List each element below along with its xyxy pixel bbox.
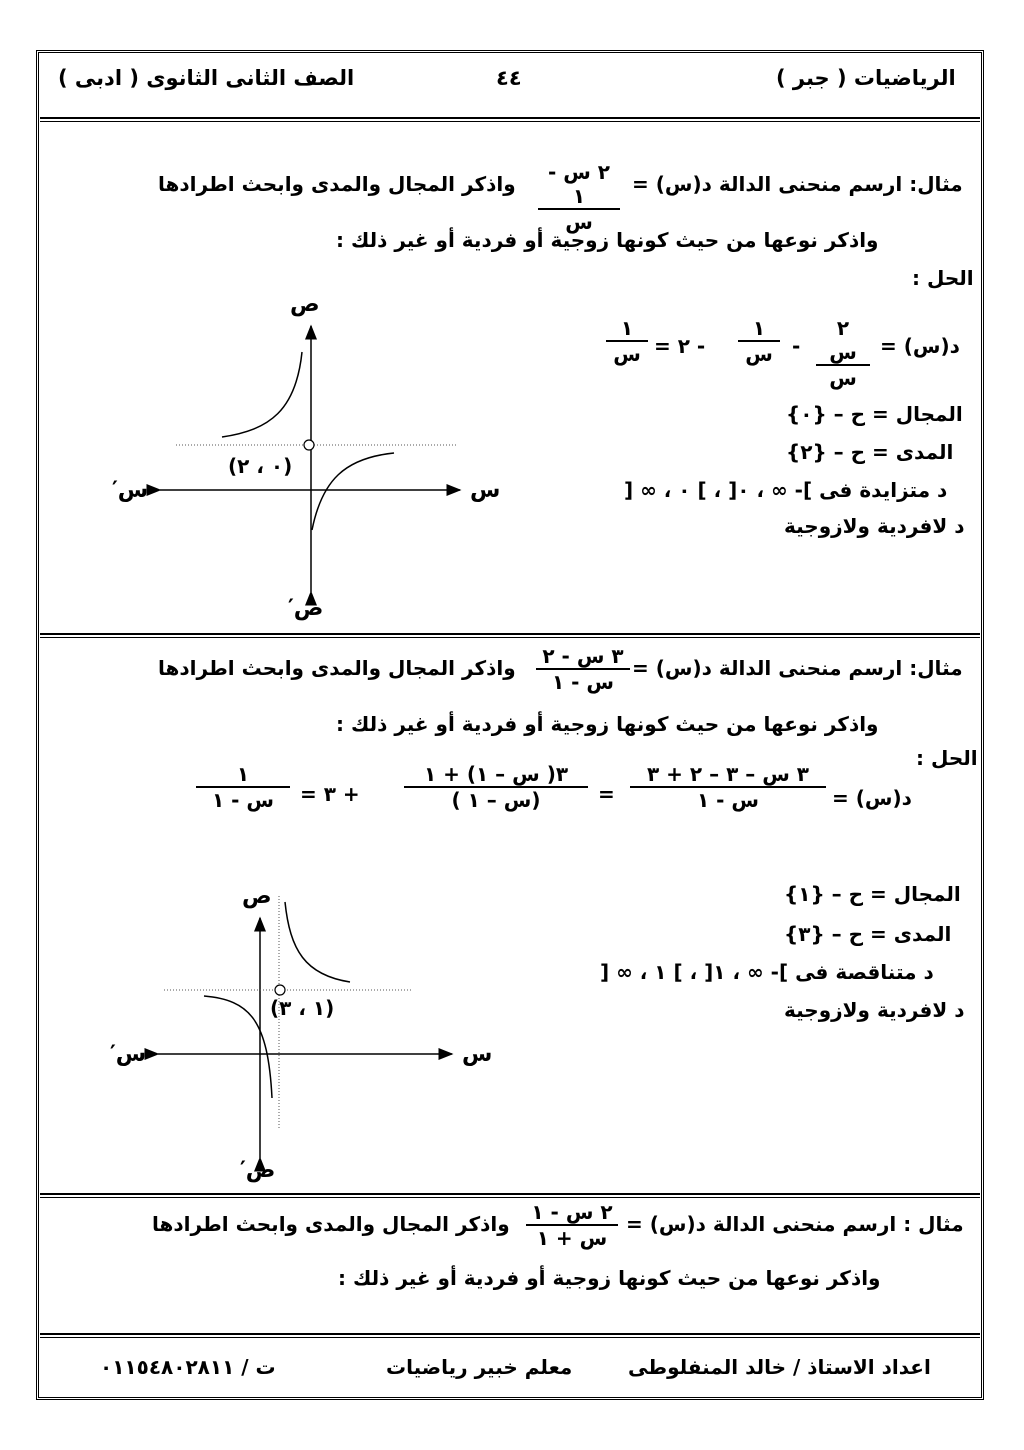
ex2-xp-label: س′ [110,1042,147,1067]
ex2-divider [40,1193,980,1195]
ex1-question-prefix: مثال: ارسم منحنى الدالة د(س) = [632,172,963,196]
ex2-yp-label: ص′ [240,1158,276,1183]
ex1-frac3: ١ س [606,316,648,366]
ex1-frac2: ١ س [738,316,780,366]
header-page-number: ٤٤ [496,66,522,90]
ex1-minus: - [792,334,801,358]
ex2-question-suffix: واذكر المجال والمدى وابحث اطرادها [158,656,516,680]
ex3-question-line2: واذكر نوعها من حيث كونها زوجية أو فردية أو غير ذلك : [338,1266,881,1290]
ex1-parity: د لافردية ولازوجية [784,514,965,538]
ex2-x-label: س [462,1042,493,1067]
ex1-eq-two: = ٢ - [654,334,706,358]
footer-author: اعداد الاستاذ / خالد المنفلوطى [628,1355,931,1379]
ex1-frac1: ٢ س س [816,316,870,390]
ex3-question-fraction: ٢ س - ١ س + ١ [526,1200,618,1250]
ex1-y-label: ص [290,292,320,317]
ex2-question-line2: واذكر نوعها من حيث كونها زوجية أو فردية أو غير ذلك : [336,712,879,736]
ex1-range: المدى = ح – {٢} [786,440,954,464]
ex1-point-label: (٠ ، ٢) [228,454,293,478]
ex2-range: المدى = ح – {٣} [784,922,952,946]
header-grade: الصف الثانى الثانوى ( ادبى ) [58,66,355,90]
ex1-solution-label: الحل : [912,266,974,290]
ex2-step3-fraction: ١ س - ١ [196,762,290,812]
ex2-question-prefix: مثال: ارسم منحنى الدالة د(س) = [632,656,963,680]
ex2-monotonic: د متناقصة فى ]- ∞ ، ١[ ، ] ١ ، ∞ [ [600,960,934,984]
ex3-question-suffix: واذكر المجال والمدى وابحث اطرادها [152,1212,510,1236]
ex1-f-lhs: د(س) = [880,334,960,358]
ex3-question-prefix: مثال : ارسم منحنى الدالة د(س) = [626,1212,964,1236]
ex2-parity: د لافردية ولازوجية [784,998,965,1022]
ex2-step1-fraction: ٣ س – ٣ – ٢ + ٣ س - ١ [630,762,826,812]
ex1-xp-label: س′ [112,478,149,503]
ex2-curve-left [204,996,272,1098]
ex1-yp-label: ص′ [288,596,324,621]
ex2-domain: المجال = ح – {١} [784,882,961,906]
footer-title: معلم خبير رياضيات [386,1355,573,1379]
ex1-x-label: س [470,478,501,503]
ex1-domain: المجال = ح – {٠} [786,402,963,426]
ex2-point [275,985,285,995]
ex1-monotonic: د متزايدة فى ]- ∞ ، ٠[ ، ] ٠ ، ∞ [ [624,478,948,502]
ex2-question-fraction: ٣ س - ٢ س - ١ [536,644,630,694]
ex2-y-label: ص [242,884,272,909]
ex2-f-lhs: د(س) = [832,786,912,810]
ex1-question-suffix: واذكر المجال والمدى وابحث اطرادها [158,172,516,196]
ex1-question-line2: واذكر نوعها من حيث كونها زوجية أو فردية أو غير ذلك : [336,228,879,252]
footer-divider [40,1333,980,1335]
ex2-eq2: = ٣ + [300,782,360,806]
ex2-eq1: = [598,782,615,806]
footer-phone: ت / ٠١١٥٤٨٠٢٨١١ [100,1355,276,1379]
ex2-step2-fraction: ٣( س – ١) + ١ ( س – ١) [404,762,588,812]
ex2-point-label: (١ ، ٣) [270,996,335,1020]
ex2-curve-right [285,902,350,982]
ex1-question-fraction: ٢ س - ١ س [538,160,620,234]
ex2-solution-label: الحل : [916,746,978,770]
header-subject: الرياضيات ( جبر ) [776,66,956,90]
